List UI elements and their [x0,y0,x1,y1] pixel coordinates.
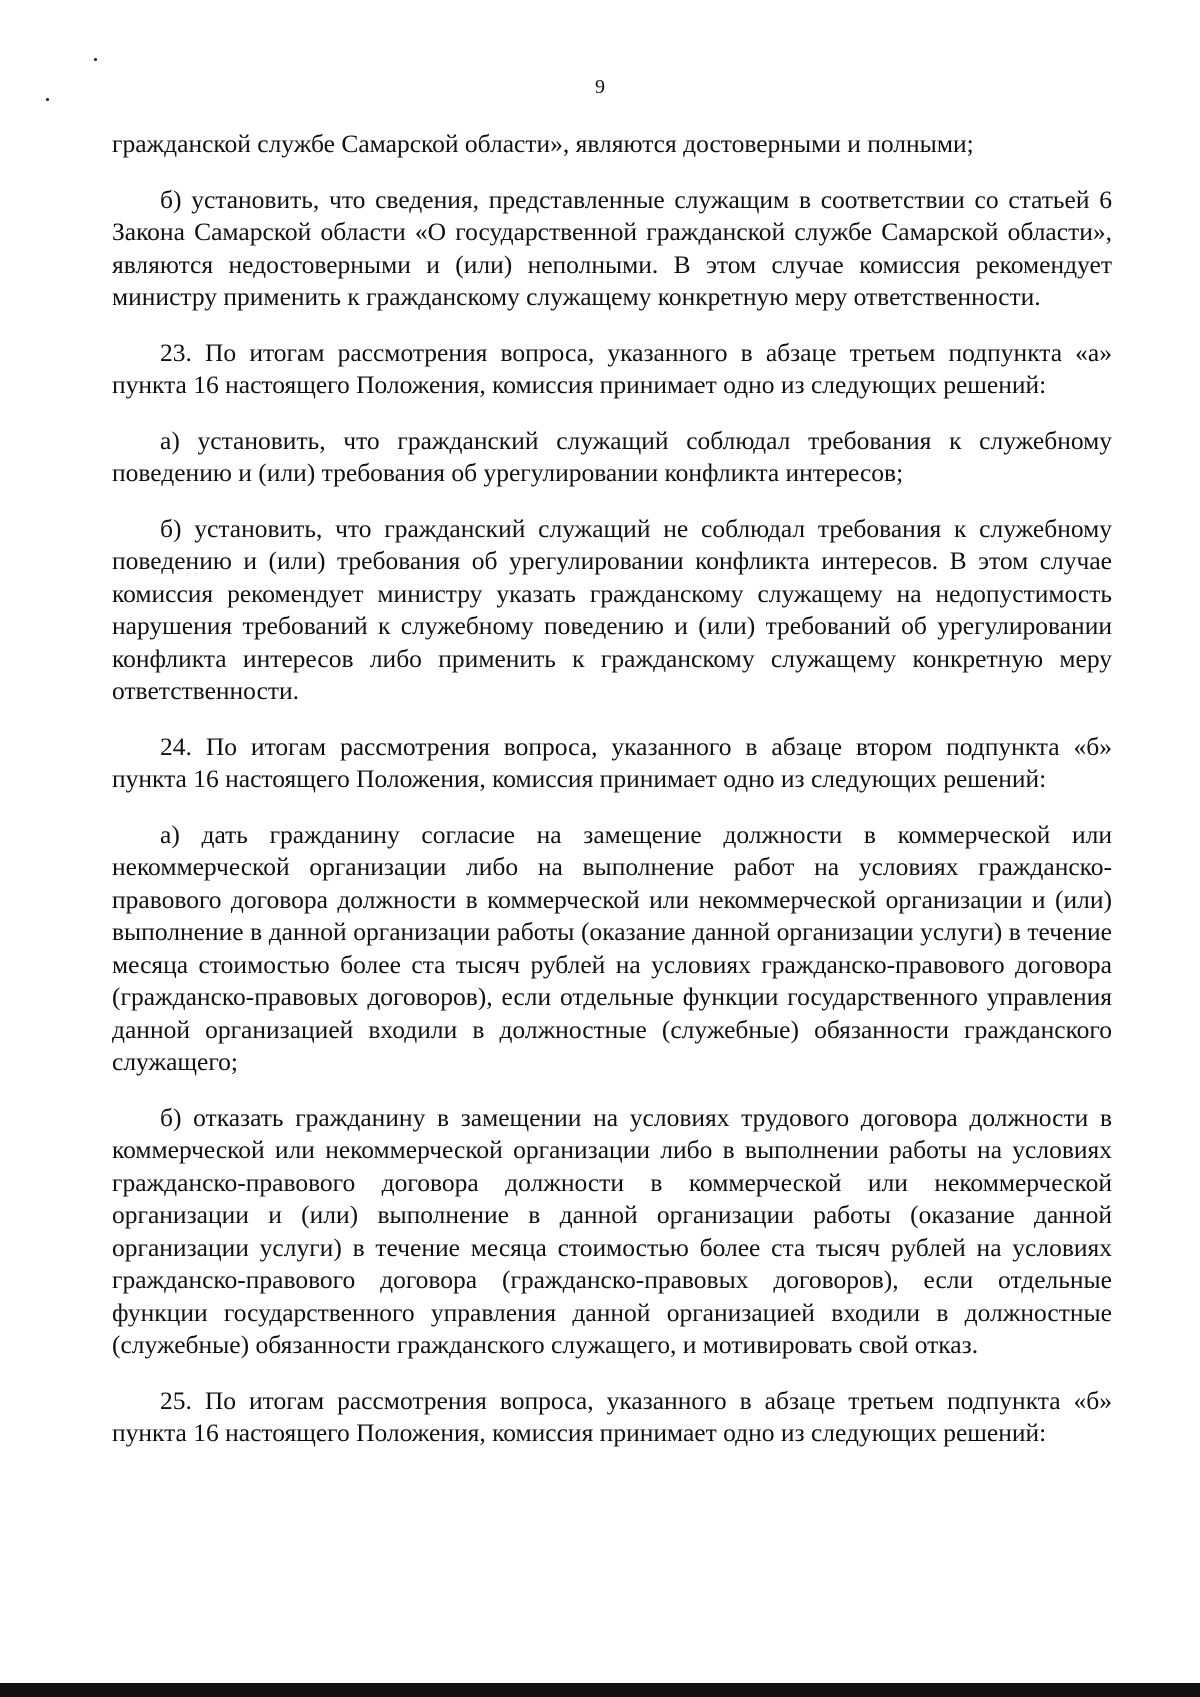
page-number: 9 [595,76,605,98]
paragraph-23: 23. По итогам рассмотрения вопроса, указанного в абзаце третьем подпункта «а» пункта 16 настоящего Положения, комиссия принимает одно из следующих решений: [112,337,1112,399]
paragraph-23b: б) установить, что гражданский служащий не соблюдал требования к служебному поведению и (или) требования об урегулировании конфликта интересов. В этом случае комиссия рекомендует министру указать гражданскому служащему на недопустимость нарушения требований к служебному поведению и (или) требований об урегулировании конфликта интересов либо применить к гражданскому служащему конкретную меру ответственности. [112,513,1112,705]
paragraph-24: 24. По итогам рассмотрения вопроса, указанного в абзаце втором подпункта «б» пункта 16 настоящего Положения, комиссия принимает одно из следующих решений: [112,731,1112,793]
paragraph-23a: а) установить, что гражданский служащий соблюдал требования к служебному поведению и (или) требования об урегулировании конфликта интересов; [112,425,1112,487]
paragraph-continuation: гражданской службе Самарской области», являются достоверными и полными; [112,129,974,158]
paragraph-25: 25. По итогам рассмотрения вопроса, указанного в абзаце третьем подпункта «б» пункта 16 настоящего Положения, комиссия принимает одно из следующих решений: [112,1385,1112,1447]
paragraph-22b: б) установить, что сведения, представленные служащим в соответствии со статьей 6 Закона Самарской области «О государственной гражданской службе Самарской области», являются недостоверными и (или) неполными. В этом случае комиссия рекомендует министру применить к гражданскому служащему конкретную меру ответственности. [112,184,1112,311]
scan-speck [94,58,97,61]
paragraph-24b: б) отказать гражданину в замещении на условиях трудового договора должности в коммерческой или некоммерческой организации либо в выполнении работы на условиях гражданско-правового договора должности в коммерческой или некоммерческой организации и (или) выполнение в данной организации работы (оказание данной организации услуги) в течение месяца стоимостью более ста тысяч рублей на условиях гражданско-правового договора (гражданско-правовых договоров), если отдельные функции государственного управления данной организацией входили в должностные (служебные) обязанности гражданского служащего, и мотивировать свой отказ. [112,1102,1112,1359]
document-body [112,128,1112,1473]
paragraph-24a: а) дать гражданину согласие на замещение должности в коммерческой или некоммерческой организации либо на выполнение работ на условиях гражданско-правового договора должности в коммерческой или некоммерческой организации и (или) выполнение в данной организации работы (оказание данной организации услуги) в течение месяца стоимостью более ста тысяч рублей на условиях гражданско-правового договора (гражданско-правовых договоров), если отдельные функции государственного управления данной организацией входили в должностные (служебные) обязанности гражданского служащего; [112,819,1112,1076]
scan-edge-bar [0,1683,1200,1697]
